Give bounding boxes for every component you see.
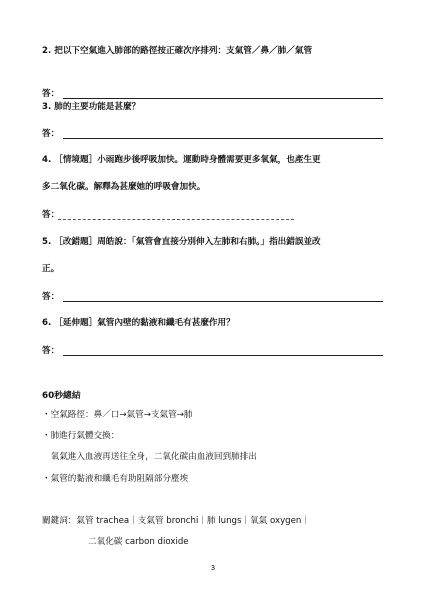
answer-label: 答： [42, 292, 60, 302]
vocab-line-2: 二氧化碳 carbon dioxide [88, 537, 189, 547]
answer-line-5 [63, 301, 383, 302]
question-6: 6. ［延伸題］氣管內壁的黏液和纖毛有甚麼作用？ [42, 318, 235, 328]
answer-line-4 [58, 219, 294, 220]
summary-item: ・空氣路徑：鼻／口→氣管→支氣管→肺 [42, 410, 193, 420]
summary-item: ・肺進行氣體交換： [42, 431, 120, 441]
summary-item: 氧氣進入血液再送往全身，二氧化碳由血液回到肺排出 [42, 452, 257, 462]
question-5-line-1: 5. ［改錯題］周皓說：「氣管會直接分別伸入左肺和右肺。」指出錯誤並改 [42, 237, 321, 247]
question-4-line-2: 多二氧化碳。解釋為甚麼她的呼吸會加快。 [42, 182, 206, 192]
vocab-line-1: 關鍵詞：氣管 trachea｜支氣管 bronchi｜肺 lungs｜氧氣 oxygen｜ [42, 516, 310, 526]
answer-line-3 [63, 138, 383, 139]
question-2: 2. 把以下空氣進入肺部的路徑按正確次序排列：支氣管／鼻／肺／氣管 [42, 46, 313, 56]
summary-item: ・氣管的黏液和纖毛有助阻隔部分塵埃 [42, 474, 189, 484]
question-4-line-1: 4. ［情境題］小雨跑步後呼吸加快。運動時身體需要更多氧氣，也產生更 [42, 155, 321, 165]
page-number: 3 [210, 564, 216, 572]
answer-label: 答： [42, 210, 60, 220]
answer-label: 答： [42, 129, 60, 139]
question-5-line-2: 正。 [42, 264, 60, 274]
answer-label: 答： [42, 346, 60, 356]
question-3: 3. 肺的主要功能是甚麼？ [42, 102, 141, 112]
answer-line-6 [63, 355, 383, 356]
answer-line-2 [63, 98, 383, 99]
summary-title: 60秒總結 [42, 391, 81, 401]
answer-label: 答： [42, 89, 60, 99]
